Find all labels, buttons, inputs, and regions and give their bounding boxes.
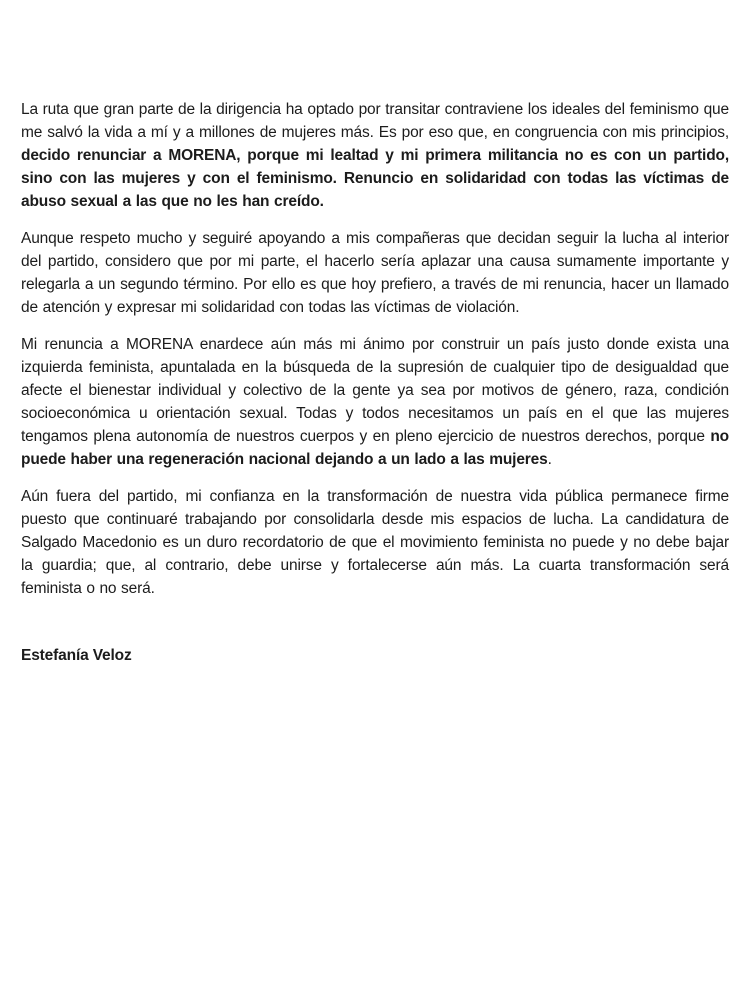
text-run: Aún fuera del partido, mi confianza en la transformación de nuestra vida pública permanece firme puesto que continuaré trabajando por consolidarla desde mis espacios de lucha. La candidatura de Salgado Macedonio es un duro recordatorio de que el movimiento feminista no puede y no debe bajar la guardia; que, al contrario, debe unirse y fortalecerse aún más. La cuarta transformación será feminista o no será. bbox=[21, 488, 729, 597]
paragraph bbox=[21, 333, 729, 471]
paragraph bbox=[21, 98, 729, 213]
bold-text-run: decido renunciar a MORENA, porque mi lealtad y mi primera militancia no es con un partido, sino con las mujeres y con el feminismo. Renuncio en solidaridad con todas las víctimas de abuso sexual a las que no les han creído. bbox=[21, 147, 729, 210]
text-run: Aunque respeto mucho y seguiré apoyando a mis compañeras que decidan seguir la lucha al interior del partido, considero que por mi parte, el hacerlo sería aplazar una causa sumamente importante y relegarla a un segundo término. Por ello es que hoy prefiero, a través de mi renuncia, hacer un llamado de atención y expresar mi solidaridad con todas las víctimas de violación. bbox=[21, 230, 729, 316]
text-run: Mi renuncia a MORENA enardece aún más mi ánimo por construir un país justo donde exista una izquierda feminista, apuntalada en la búsqueda de la supresión de cualquier tipo de desigualdad que afecte el bienestar individual y colectivo de la gente ya sea por motivos de género, raza, condición socioeconómica u orientación sexual. Todas y todos necesitamos un país en el que las mujeres tengamos plena autonomía de nuestros cuerpos y en pleno ejercicio de nuestros derechos, porque bbox=[21, 336, 729, 445]
paragraph bbox=[21, 485, 729, 600]
text-run: . bbox=[547, 451, 552, 468]
bold-text-run: no puede haber una regeneración nacional dejando a un lado a las mujeres bbox=[21, 428, 729, 468]
letter-body bbox=[21, 98, 729, 600]
text-run: La ruta que gran parte de la dirigencia ha optado por transitar contraviene los ideales del feminismo que me salvó la vida a mí y a millones de mujeres más. Es por eso que, en congruencia con mis principios, bbox=[21, 101, 729, 141]
signature: Estefanía Veloz bbox=[21, 647, 132, 664]
paragraph bbox=[21, 227, 729, 319]
